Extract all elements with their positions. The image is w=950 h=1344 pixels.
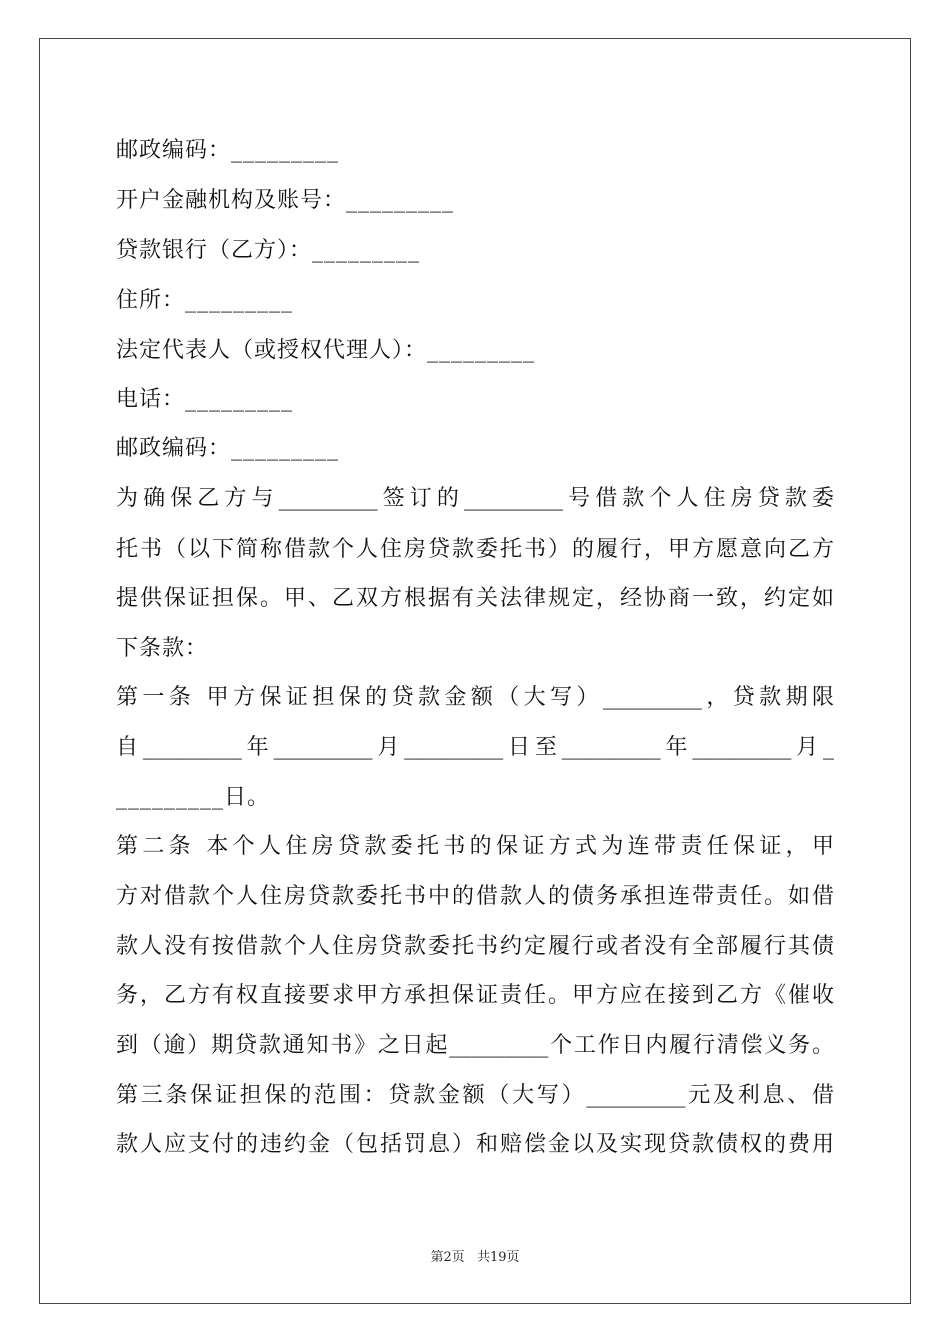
page-frame bbox=[39, 38, 911, 1304]
lender-bank-line: 贷款银行（乙方）：_________ bbox=[116, 238, 421, 263]
preamble-line-3: 提供保证担保。甲、乙双方根据有关法律规定，经协商一致，约定如 bbox=[116, 586, 834, 611]
postal-code-line-1: 邮政编码：_________ bbox=[116, 138, 340, 163]
page-total: 共19页 bbox=[476, 1250, 520, 1265]
article-2-line-5: 到（逾）期贷款通知书》之日起_________个工作日内履行清偿义务。 bbox=[116, 1033, 834, 1058]
article-2-line-1: 第二条 本个人住房贷款委托书的保证方式为连带责任保证，甲 bbox=[116, 834, 834, 859]
postal-code-line-2: 邮政编码：_________ bbox=[116, 436, 340, 461]
article-3-line-2: 款人应支付的违约金（包括罚息）和赔偿金以及实现贷款债权的费用 bbox=[116, 1132, 834, 1157]
article-1-line-3: _________日。 bbox=[116, 785, 271, 810]
address-line: 住所：_________ bbox=[116, 288, 294, 313]
preamble-line-1: 为确保乙方与_________签订的_________号借款个人住房贷款委 bbox=[116, 486, 834, 511]
bank-account-line: 开户金融机构及账号：_________ bbox=[116, 188, 455, 213]
preamble-line-2: 托书（以下简称借款个人住房贷款委托书）的履行，甲方愿意向乙方 bbox=[116, 537, 834, 562]
page-number: 第2页 bbox=[430, 1250, 465, 1265]
article-2-line-4: 务，乙方有权直接要求甲方承担保证责任。甲方应在接到乙方《催收 bbox=[116, 983, 834, 1008]
article-2-line-3: 款人没有按借款个人住房贷款委托书约定履行或者没有全部履行其债 bbox=[116, 934, 834, 959]
preamble-line-4: 下条款： bbox=[116, 636, 209, 661]
legal-representative-line: 法定代表人（或授权代理人）：_________ bbox=[116, 338, 536, 363]
article-3-line-1: 第三条保证担保的范围：贷款金额（大写）_________元及利息、借 bbox=[116, 1083, 834, 1108]
page-footer bbox=[0, 1246, 950, 1265]
article-1-line-1: 第一条 甲方保证担保的贷款金额（大写）_________，贷款期限 bbox=[116, 685, 834, 710]
phone-line: 电话：_________ bbox=[116, 387, 294, 412]
article-2-line-2: 方对借款个人住房贷款委托书中的借款人的债务承担连带责任。如借 bbox=[116, 884, 834, 909]
article-1-line-2: 自_________年_________月_________日至_________年_________月_ bbox=[116, 735, 834, 760]
